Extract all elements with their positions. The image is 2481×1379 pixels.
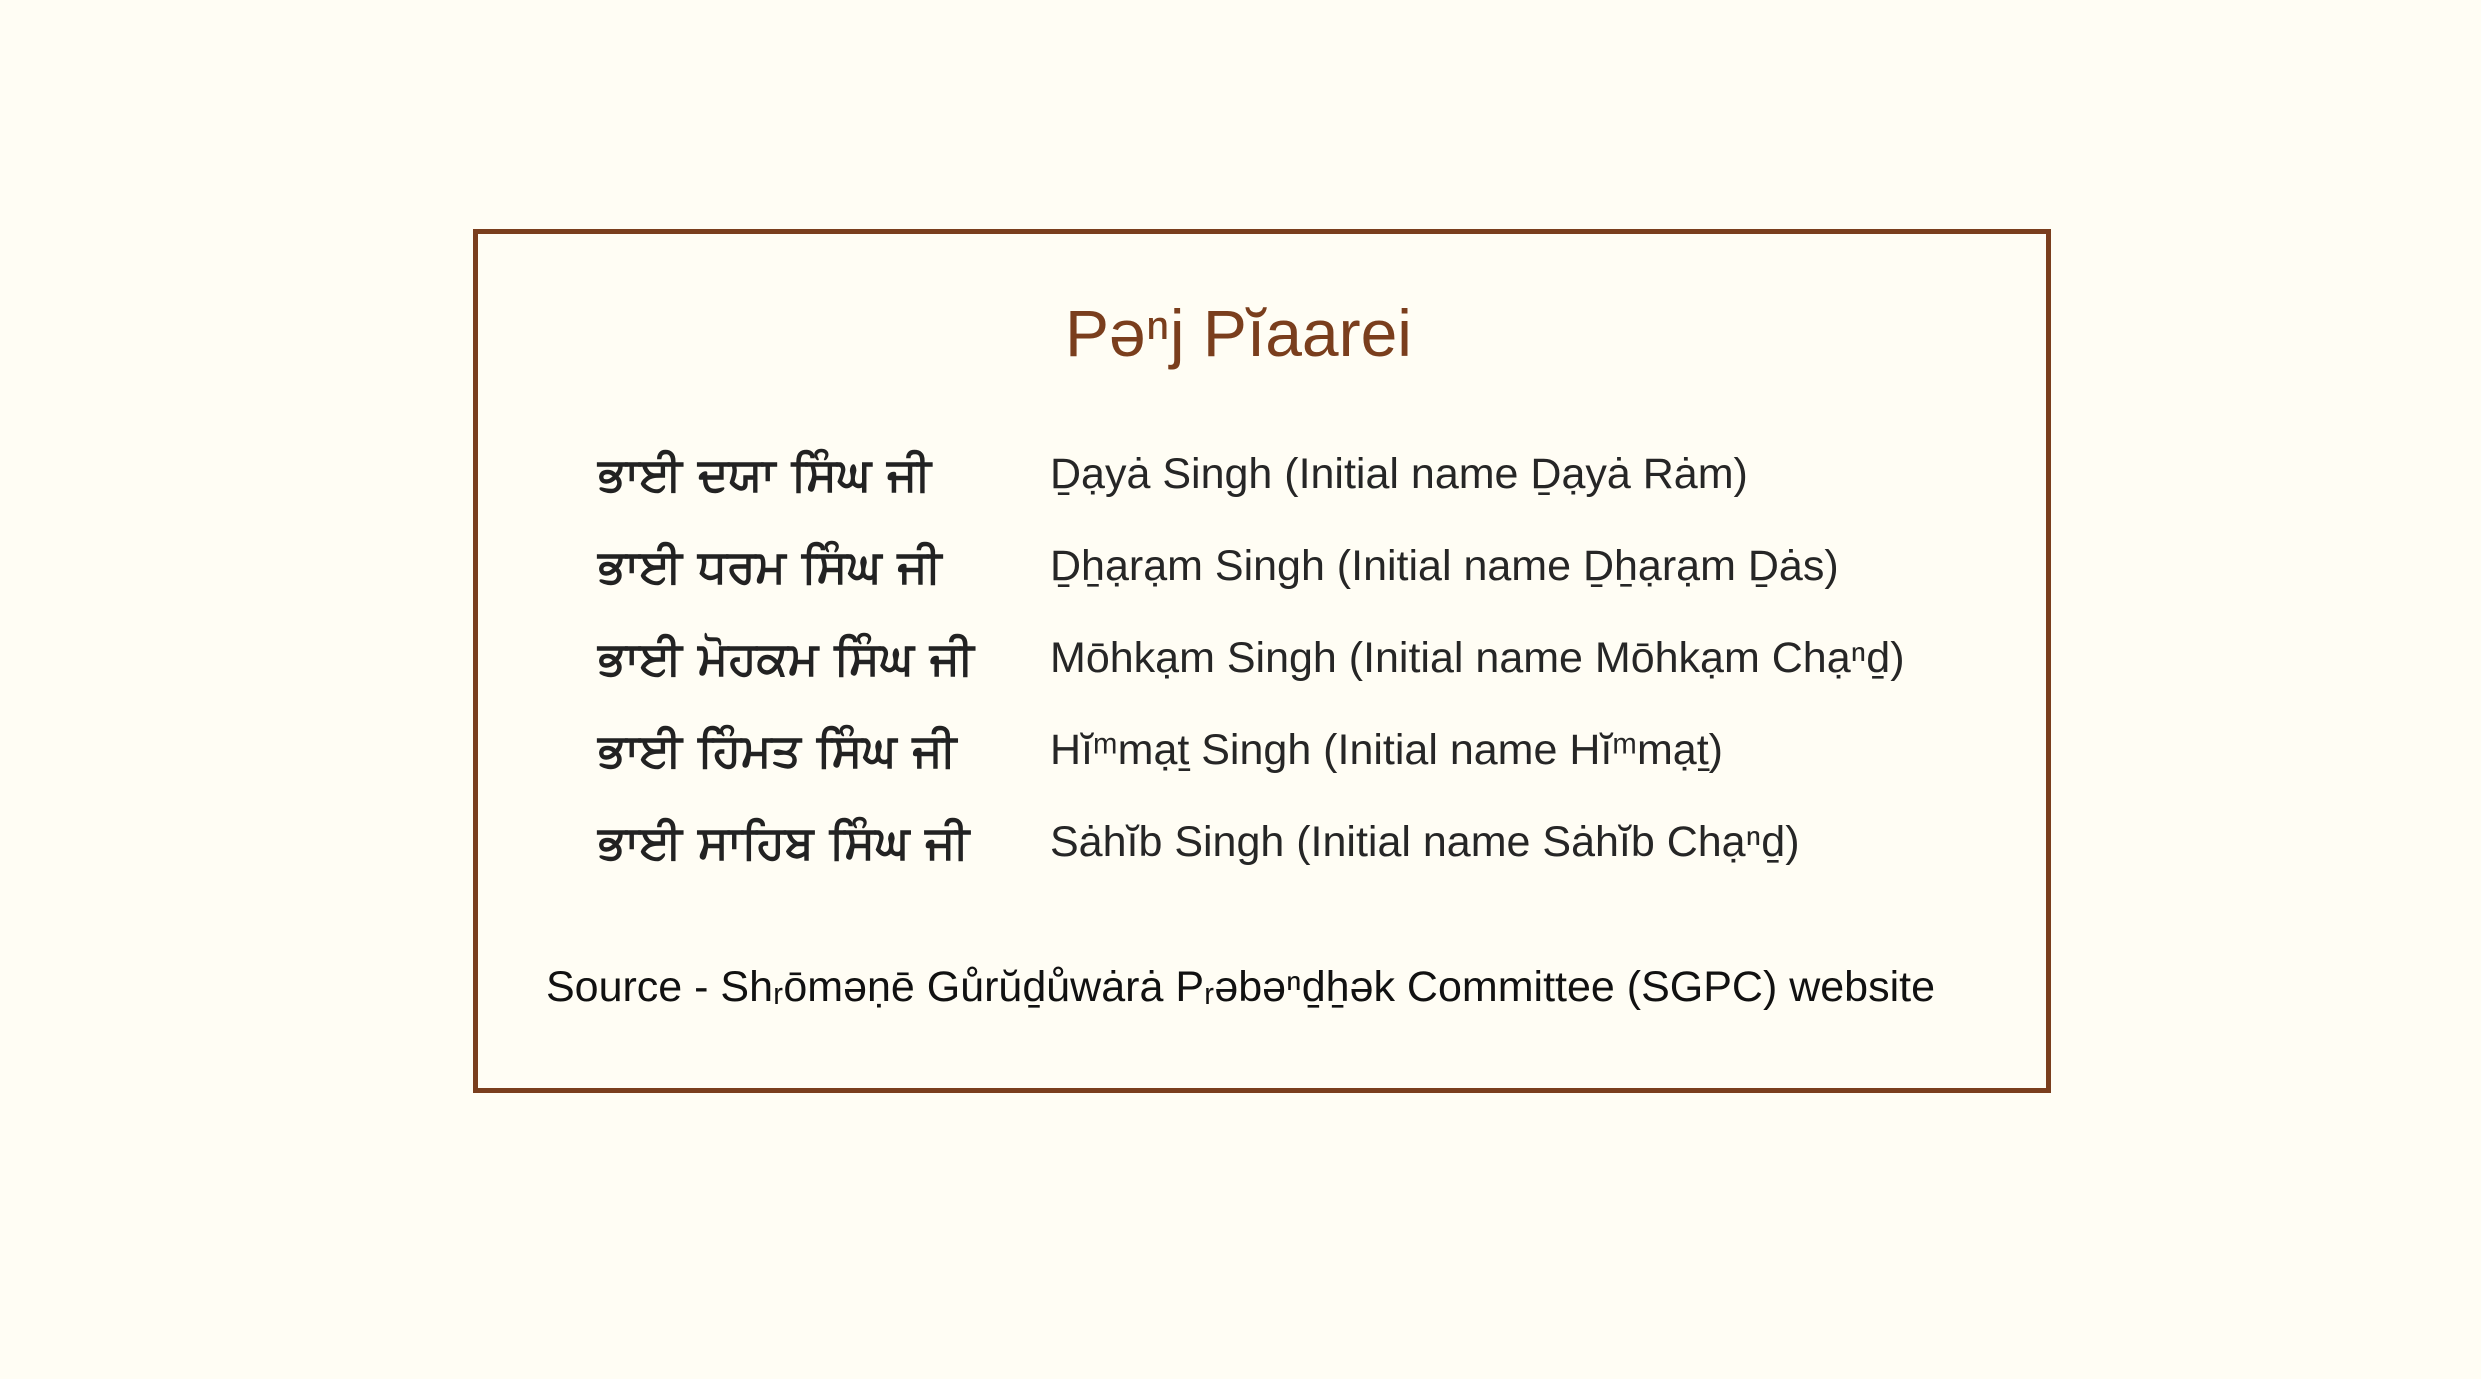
punjabi-name: ਭਾਈ ਮੋਹਕਮ ਸਿੰਘ ਜੀ [598,631,974,685]
punjabi-name: ਭਾਈ ਧਰਮ ਸਿੰਘ ਜੀ [598,539,942,593]
list-item [0,815,2481,899]
list-item [0,539,2481,623]
list-item [0,631,2481,715]
punjabi-name: ਭਾਈ ਦਯਾ ਸਿੰਘ ਜੀ [598,447,932,501]
page-title [0,296,2481,370]
roman-name: Hĭᵐmạṯ Singh (Initial name Hĭᵐmạṯ) [1050,726,1723,774]
source-note: Source - Shᵣōməṇē Gůrŭḏůwȧrȧ Pᵣəbəⁿḏẖək Committee (SGPC) website [545,963,1936,1011]
roman-name: Ḏạyȧ Singh (Initial name Ḏạyȧ Rȧm) [1050,450,1748,498]
title-text: Pəⁿj Pĭaarei [1065,296,1412,370]
roman-name: Sȧhĭb Singh (Initial name Sȧhĭb Chạⁿḏ) [1050,818,1800,866]
list-item [0,723,2481,807]
punjabi-name: ਭਾਈ ਹਿੰਮਤ ਸਿੰਘ ਜੀ [598,723,957,777]
roman-name: Ḏẖạrạm Singh (Initial name Ḏẖạrạm Ḏȧs) [1050,542,1839,590]
roman-name: Mōhkạm Singh (Initial name Mōhkạm Chạⁿḏ) [1050,634,1905,682]
punjabi-name: ਭਾਈ ਸਾਹਿਬ ਸਿੰਘ ਜੀ [598,815,970,869]
list-item [0,447,2481,531]
